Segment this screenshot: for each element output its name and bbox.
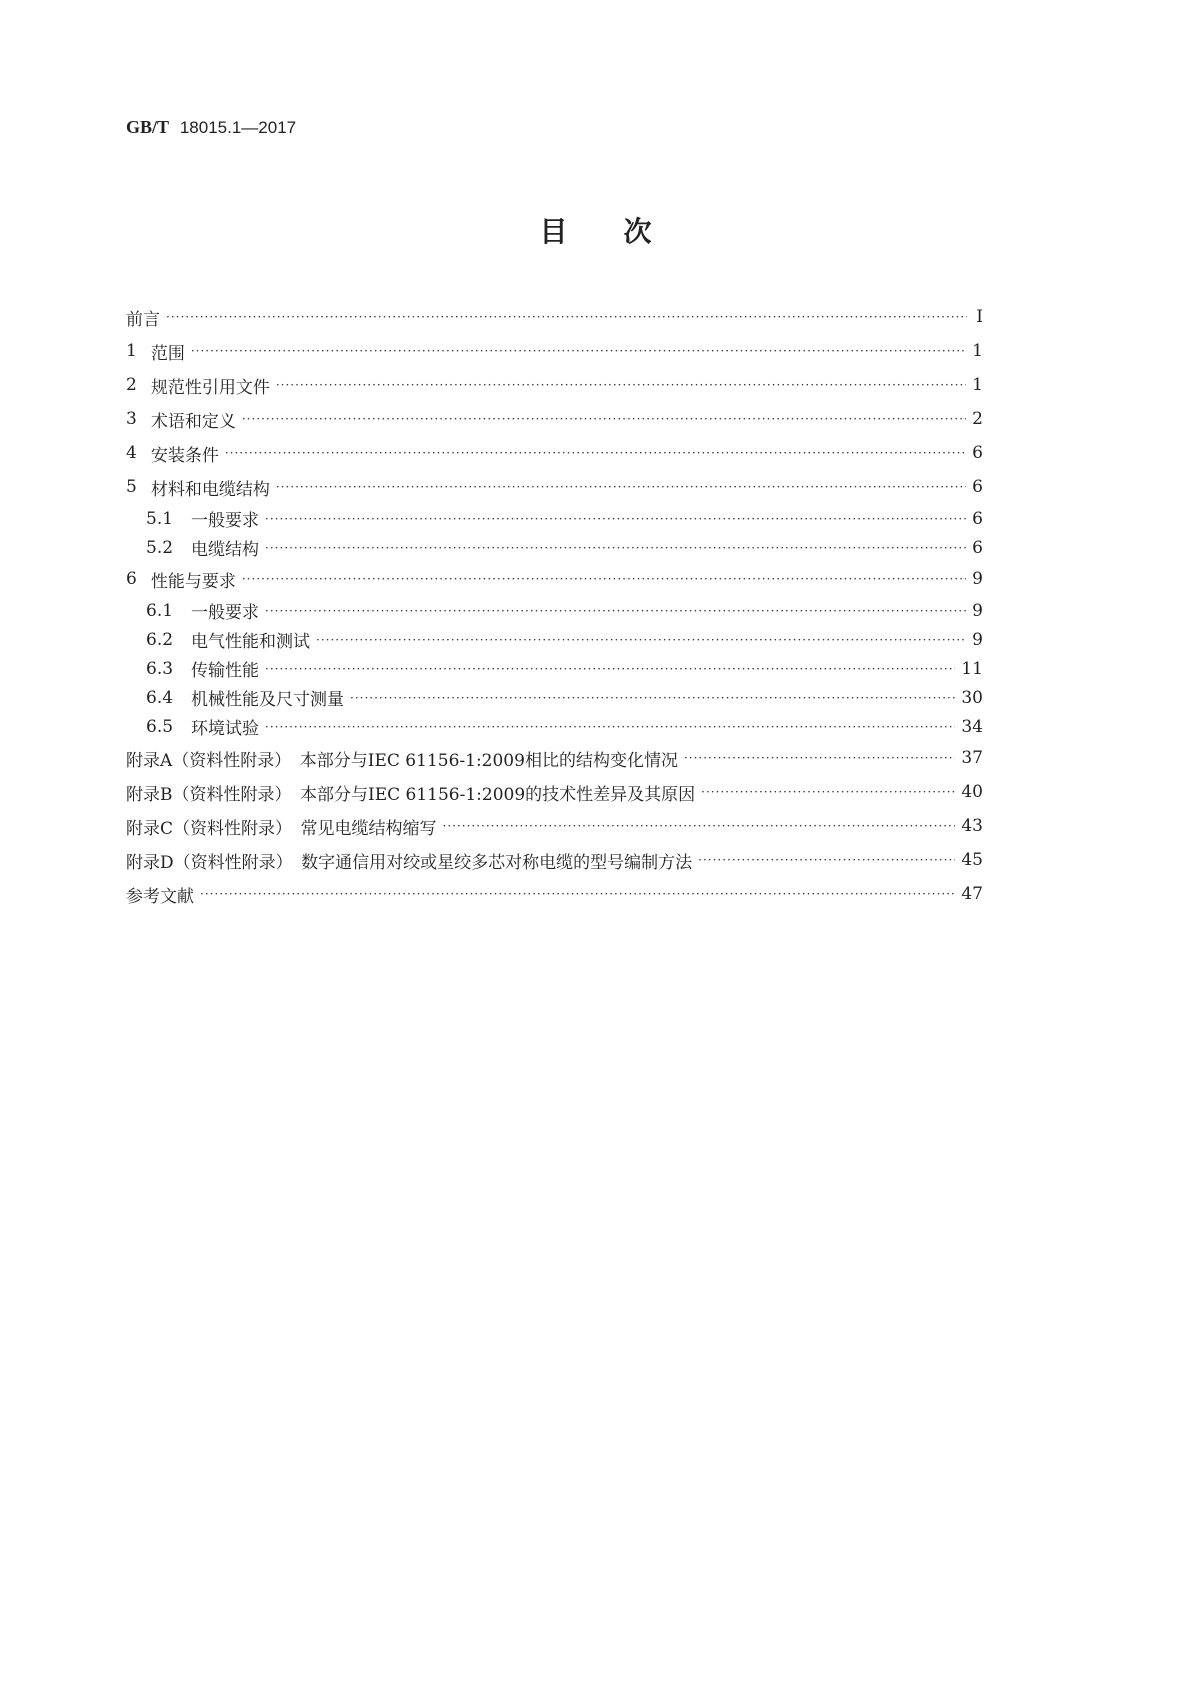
toc-entry-page: 2 (972, 409, 983, 429)
toc-entry-label: 参考文献 (126, 886, 194, 907)
toc-entry[interactable] (126, 625, 983, 654)
toc-entry-page: Ⅰ (976, 307, 983, 327)
toc-entry[interactable] (126, 562, 983, 596)
toc-entry[interactable] (126, 654, 983, 683)
toc-entry-number: 3 (126, 409, 137, 429)
toc-entry[interactable] (126, 712, 983, 741)
page-title: 目次 (539, 215, 708, 248)
toc-entry-label: 电缆结构 (191, 540, 260, 560)
toc-entry[interactable] (126, 504, 983, 533)
dot-leader (350, 691, 955, 705)
toc-entry-label: 一般要求 (191, 511, 260, 531)
toc-entry-label: 范围 (150, 343, 185, 364)
toc-entry-label: 环境试验 (191, 719, 260, 739)
dot-leader (225, 446, 966, 460)
toc-entry-page: 1 (972, 375, 983, 395)
toc-entry-page: 43 (961, 816, 983, 836)
standard-code (126, 117, 296, 138)
toc-entry-page: 9 (972, 600, 983, 621)
toc-entry[interactable] (126, 368, 983, 402)
toc-entry[interactable] (126, 877, 983, 911)
dot-leader (166, 310, 967, 324)
toc-entry-page: 37 (961, 748, 983, 768)
toc-entry-page: 6 (972, 477, 983, 497)
toc-entry[interactable] (126, 334, 983, 368)
toc-entry[interactable] (126, 809, 983, 843)
toc-entry-page: 6 (972, 537, 983, 558)
dot-leader (265, 512, 966, 526)
toc-entry-label: 材料和电缆结构 (150, 479, 270, 500)
toc-entry-page: 6 (972, 443, 983, 463)
dot-leader (276, 480, 966, 494)
toc-entry-label: 电气性能和测试 (191, 632, 311, 652)
dot-leader (265, 604, 966, 618)
dot-leader (242, 572, 966, 586)
toc-entry-number: 2 (126, 375, 137, 395)
toc-entry-number: 5 (126, 477, 137, 497)
table-of-contents (126, 300, 983, 911)
toc-entry-page: 11 (961, 658, 983, 679)
toc-entry[interactable] (126, 596, 983, 625)
toc-entry-number: 6.2 (146, 629, 174, 650)
toc-entry[interactable] (126, 470, 983, 504)
toc-entry-number: 4 (126, 443, 137, 463)
toc-entry[interactable] (126, 436, 983, 470)
toc-entry-number: 5.1 (146, 508, 174, 529)
toc-entry-number: 5.2 (146, 537, 174, 558)
toc-entry-page: 1 (972, 341, 983, 361)
dot-leader (242, 412, 966, 426)
toc-entry-page: 6 (972, 508, 983, 529)
toc-entry[interactable] (126, 775, 983, 809)
toc-entry-number: 6.1 (146, 600, 174, 621)
dot-leader (200, 887, 955, 901)
dot-leader (265, 541, 966, 555)
dot-leader (191, 344, 966, 358)
toc-entry-label: 附录C（资料性附录） 常见电缆结构缩写 (126, 818, 437, 839)
dot-leader (443, 819, 956, 833)
toc-entry[interactable] (126, 843, 983, 877)
toc-entry-number: 1 (126, 341, 137, 361)
toc-entry-page: 30 (961, 687, 983, 708)
toc-entry-label: 机械性能及尺寸测量 (191, 690, 345, 710)
toc-entry-page: 9 (972, 569, 983, 589)
standard-prefix: GB/T (126, 117, 170, 137)
toc-entry[interactable] (126, 300, 983, 334)
standard-number: 18015.1—2017 (179, 118, 297, 137)
toc-entry-number: 6 (126, 569, 137, 589)
toc-entry-label: 性能与要求 (150, 571, 236, 592)
toc-entry-label: 术语和定义 (150, 411, 236, 432)
toc-entry[interactable] (126, 402, 983, 436)
dot-leader (701, 785, 955, 799)
dot-leader (316, 633, 966, 647)
toc-entry-page: 9 (972, 629, 983, 650)
toc-entry[interactable] (126, 683, 983, 712)
toc-entry-label: 附录A（资料性附录） 本部分与IEC 61156-1:2009相比的结构变化情况 (126, 750, 678, 771)
toc-entry[interactable] (126, 533, 983, 562)
toc-entry-page: 45 (961, 850, 983, 870)
toc-entry-label: 前言 (126, 309, 160, 330)
toc-entry-label: 附录D（资料性附录） 数字通信用对绞或星绞多芯对称电缆的型号编制方法 (126, 852, 693, 873)
dot-leader (265, 662, 955, 676)
toc-entry-label: 安装条件 (150, 445, 219, 466)
toc-entry-page: 34 (961, 716, 983, 737)
dot-leader (698, 853, 955, 867)
toc-entry-label: 传输性能 (191, 661, 260, 681)
toc-entry-number: 6.4 (146, 687, 174, 708)
toc-entry-label: 规范性引用文件 (150, 377, 270, 398)
toc-entry-number: 6.5 (146, 716, 174, 737)
toc-entry-number: 6.3 (146, 658, 174, 679)
dot-leader (276, 378, 966, 392)
dot-leader (265, 720, 955, 734)
dot-leader (684, 751, 955, 765)
toc-entry[interactable] (126, 741, 983, 775)
toc-entry-page: 47 (961, 884, 983, 904)
toc-entry-page: 40 (961, 782, 983, 802)
toc-entry-label: 附录B（资料性附录） 本部分与IEC 61156-1:2009的技术性差异及其原因 (126, 784, 696, 805)
toc-entry-label: 一般要求 (191, 603, 260, 623)
